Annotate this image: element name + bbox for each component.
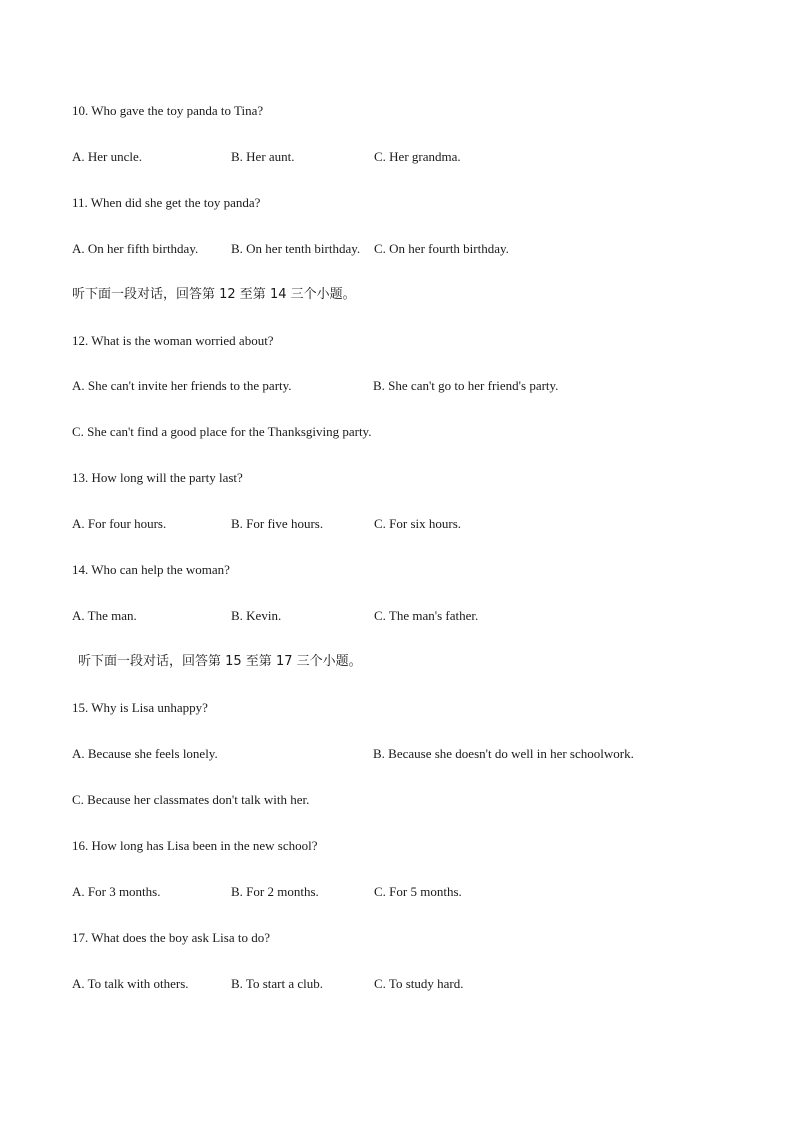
question-10-stem: 10. Who gave the toy panda to Tina? (72, 103, 264, 118)
option-c: C. For 5 months. (374, 884, 462, 899)
option-b: B. Kevin. (231, 608, 282, 623)
option-b: B. Because she doesn't do well in her schoolwork. (373, 746, 634, 761)
option-a: A. Because she feels lonely. (72, 746, 218, 761)
question-14-stem: 14. Who can help the woman? (72, 562, 230, 577)
question-15-stem: 15. Why is Lisa unhappy? (72, 700, 208, 715)
option-b: B. She can't go to her friend's party. (373, 378, 559, 393)
section-heading-12-14: 听下面一段对话，回答第 12 至第 14 三个小题。 (72, 287, 356, 302)
option-a: A. On her fifth birthday. (72, 241, 199, 256)
question-11-stem: 11. When did she get the toy panda? (72, 195, 261, 210)
option-b: B. For 2 months. (231, 884, 319, 899)
option-a: A. Her uncle. (72, 149, 143, 164)
option-a: A. To talk with others. (72, 976, 189, 991)
option-b: B. For five hours. (231, 516, 324, 531)
option-c: C. The man's father. (374, 608, 479, 623)
option-c: C. To study hard. (374, 976, 464, 991)
question-12-stem: 12. What is the woman worried about? (72, 333, 274, 348)
option-b: B. On her tenth birthday. (231, 241, 361, 256)
option-c: C. For six hours. (374, 516, 462, 531)
option-c: C. On her fourth birthday. (374, 241, 509, 256)
option-c: C. Her grandma. (374, 149, 461, 164)
option-a: A. For 3 months. (72, 884, 161, 899)
option-b: B. To start a club. (231, 976, 324, 991)
question-17-stem: 17. What does the boy ask Lisa to do? (72, 930, 270, 945)
option-a: A. She can't invite her friends to the party. (72, 378, 292, 393)
option-a: A. The man. (72, 608, 137, 623)
option-a: A. For four hours. (72, 516, 167, 531)
question-13-stem: 13. How long will the party last? (72, 470, 243, 485)
option-b: B. Her aunt. (231, 149, 295, 164)
question-16-stem: 16. How long has Lisa been in the new school? (72, 838, 318, 853)
question-15-option-c: C. Because her classmates don't talk with her. (72, 792, 310, 807)
question-12-option-c: C. She can't find a good place for the Thanksgiving party. (72, 424, 372, 439)
section-heading-15-17: 听下面一段对话，回答第 15 至第 17 三个小题。 (78, 654, 362, 669)
